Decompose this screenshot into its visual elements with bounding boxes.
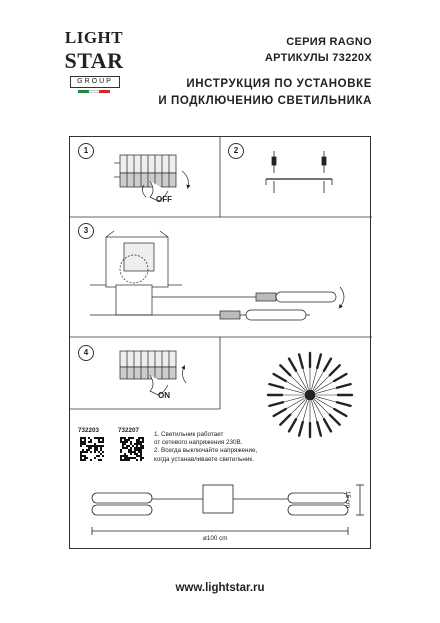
qr-module [94,437,96,439]
qr-module [88,449,90,451]
qr-module [80,445,82,447]
logo-text-group: GROUP [70,76,120,88]
qr-module [90,445,92,447]
qr-module [100,445,102,447]
qr-code-732203 [80,437,104,461]
sputnik-bulb [330,365,340,375]
brand-logo [64,26,124,100]
qr-module [130,443,132,445]
note-1-line1: 1. Светильник работает [154,431,224,438]
qr-module [136,453,138,455]
qr-module [122,459,124,461]
sputnik-arm [290,375,306,391]
qr-module [126,459,128,461]
instruction-drawings [70,137,372,550]
qr-module [102,455,104,457]
qr-module [86,449,88,451]
flag-stripe-green [78,90,89,93]
qr-module [86,445,88,447]
qr-module [122,447,124,449]
qr-module [90,459,92,461]
qr-module [128,449,130,451]
step1-terminal-block [114,155,188,201]
sputnik-arm [283,388,304,394]
sputnik-arm [314,399,330,415]
qr-module [128,459,130,461]
note-2-line1: 2. Всегда выключайте напряжение, [154,447,258,455]
step3-installation [90,231,344,320]
qr-module [120,449,122,451]
sputnik-arm [315,381,334,392]
qr-module [124,443,126,445]
qr-module [130,441,132,443]
qr-module [84,437,86,439]
qr-module [84,443,86,445]
qr-module [80,443,82,445]
article-number: АРТИКУЛЫ 73220X [264,52,372,64]
sputnik-bulb [324,359,331,371]
qr-module [100,437,102,439]
sputnik-bulb [274,374,286,381]
note-1 [154,431,257,464]
qr-module [138,449,140,451]
series-name: СЕРИЯ RAGNO [286,36,372,48]
qr-module [96,455,98,457]
qr-module [120,441,122,443]
qr-module [84,451,86,453]
qr-module [80,453,82,455]
qr-module [140,451,142,453]
article-code-2: 732207 [118,427,140,434]
qr-module [136,443,138,445]
qr-module [82,437,84,439]
qr-module [86,457,88,459]
qr-module [132,437,134,439]
qr-module [122,437,124,439]
sputnik-arm [290,399,306,415]
sputnik-arm [303,401,309,422]
switch-off-label: OFF [156,195,172,204]
instruction-title-line2: И ПОДКЛЮЧЕНИЮ СВЕТИЛЬНИКА [158,95,372,107]
qr-module [94,451,96,453]
step-number-2: 2 [228,143,244,159]
qr-module [84,457,86,459]
qr-module [130,437,132,439]
sputnik-bulb [337,402,351,406]
qr-module [100,449,102,451]
qr-module [140,437,142,439]
width-dimension: ø100 cm [203,535,228,542]
sputnik-bulb [317,422,321,436]
qr-pattern [80,437,104,461]
sputnik-bulb [334,374,346,381]
qr-module [102,437,104,439]
qr-module [100,453,102,455]
qr-module [128,451,130,453]
step2-bracket [266,151,332,193]
sputnik-bulb [289,359,296,371]
sputnik-bulb [330,415,340,425]
qr-module [88,447,90,449]
qr-module [84,439,86,441]
height-dimension: 15 cm [344,491,351,509]
qr-module [128,457,130,459]
qr-module [124,437,126,439]
qr-module [100,441,102,443]
sputnik-arm [286,398,305,409]
qr-module [130,453,132,455]
qr-module [80,439,82,441]
qr-module [140,455,142,457]
qr-module [136,449,138,451]
qr-module [124,447,126,449]
sputnik-arm [283,397,304,403]
sputnik-arm [312,401,318,422]
qr-module [96,445,98,447]
qr-module [80,459,82,461]
qr-module [122,443,124,445]
qr-module [136,447,138,449]
qr-module [90,447,92,449]
sputnik-bulb [324,419,331,431]
sputnik-arm [296,371,307,390]
qr-module [102,445,104,447]
instruction-panel [69,136,371,549]
logo-text-star: STAR [64,48,124,73]
qr-module [94,449,96,451]
qr-module [84,459,86,461]
qr-module [138,443,140,445]
qr-module [88,445,90,447]
qr-module [142,457,144,459]
sputnik-arm [312,368,318,389]
qr-module [136,439,138,441]
sputnik-bulb [334,409,346,416]
qr-module [80,451,82,453]
qr-module [134,453,136,455]
instruction-title-line1: ИНСТРУКЦИЯ ПО УСТАНОВКЕ [186,78,372,90]
qr-module [98,437,100,439]
note-2-line2: когда устанавливаете светильник. [154,455,254,463]
qr-module [142,447,144,449]
qr-module [82,449,84,451]
sputnik-arm [313,400,324,419]
flag-stripe-white [89,90,100,93]
qr-module [122,445,124,447]
qr-module [100,447,102,449]
sputnik-arm [303,368,309,389]
qr-module [80,455,82,457]
qr-module [136,455,138,457]
qr-module [140,447,142,449]
qr-module [120,455,122,457]
qr-module [128,437,130,439]
note-1-line2: от сетевого напряжения 230В. [154,439,243,447]
qr-module [130,447,132,449]
qr-module [88,441,90,443]
qr-module [142,441,144,443]
sputnik-arm [296,400,307,419]
sputnik-arm [286,381,305,392]
qr-module [90,439,92,441]
qr-module [138,437,140,439]
step4-terminal-block [120,351,186,395]
qr-module [90,451,92,453]
qr-module [120,457,122,459]
qr-module [138,451,140,453]
qr-module [134,457,136,459]
qr-code-732207 [120,437,144,461]
qr-module [128,439,130,441]
qr-module [142,437,144,439]
article-code-1: 732203 [78,427,100,434]
step-number-4: 4 [78,345,94,361]
sputnik-hub [305,390,315,400]
flag-stripe-red [99,90,110,93]
qr-module [84,455,86,457]
qr-module [134,451,136,453]
sputnik-bulb [337,384,351,388]
qr-module [130,451,132,453]
qr-module [124,459,126,461]
qr-module [140,453,142,455]
qr-module [124,441,126,443]
qr-module [82,459,84,461]
qr-module [102,441,104,443]
qr-module [126,439,128,441]
qr-module [126,441,128,443]
qr-module [126,457,128,459]
qr-module [134,447,136,449]
qr-module [140,445,142,447]
qr-module [132,445,134,447]
logo-flag [78,90,110,93]
qr-module [140,441,142,443]
qr-module [142,439,144,441]
qr-module [140,457,142,459]
qr-module [126,455,128,457]
sputnik-arm [313,371,324,390]
sputnik-bulb [299,422,303,436]
qr-module [80,437,82,439]
qr-module [120,437,122,439]
qr-module [120,459,122,461]
qr-module [98,459,100,461]
qr-module [96,437,98,439]
qr-module [98,455,100,457]
sputnik-arm [316,388,337,394]
qr-module [82,455,84,457]
qr-module [140,449,142,451]
qr-module [120,451,122,453]
qr-module [96,447,98,449]
qr-module [132,451,134,453]
qr-module [134,449,136,451]
qr-module [136,445,138,447]
qr-pattern [120,437,144,461]
qr-module [94,447,96,449]
qr-module [96,449,98,451]
sputnik-arm [314,375,330,391]
qr-module [98,441,100,443]
qr-module [80,457,82,459]
qr-module [98,439,100,441]
qr-module [100,459,102,461]
qr-module [132,457,134,459]
qr-module [138,441,140,443]
switch-on-label: ON [158,391,170,400]
sputnik-bulb [299,354,303,368]
qr-module [84,441,86,443]
step-number-1: 1 [78,143,94,159]
qr-module [86,451,88,453]
qr-module [130,457,132,459]
logo-text-light: LIGHT [64,28,124,47]
qr-module [124,439,126,441]
qr-module [142,445,144,447]
sputnik-bulb [280,415,290,425]
qr-module [124,457,126,459]
qr-module [88,437,90,439]
sputnik-bulb [274,409,286,416]
qr-module [140,443,142,445]
sputnik-bulb [280,365,290,375]
qr-module [136,459,138,461]
qr-module [138,455,140,457]
sputnik-bulb [317,354,321,368]
qr-module [90,441,92,443]
qr-module [92,445,94,447]
qr-module [136,441,138,443]
step-number-3: 3 [78,223,94,239]
qr-module [82,441,84,443]
sputnik-light-top-view [268,353,352,437]
qr-module [140,459,142,461]
qr-module [122,455,124,457]
qr-module [94,443,96,445]
qr-module [134,443,136,445]
qr-module [82,443,84,445]
qr-module [138,439,140,441]
sputnik-arm [316,397,337,403]
qr-module [82,451,84,453]
sputnik-bulb [269,402,283,406]
qr-module [98,445,100,447]
qr-module [130,449,132,451]
qr-module [98,451,100,453]
qr-module [124,455,126,457]
qr-module [94,445,96,447]
side-view-drawing [92,485,364,535]
qr-module [122,441,124,443]
qr-module [102,439,104,441]
sputnik-bulb [289,419,296,431]
qr-module [138,447,140,449]
sputnik-arm [315,398,334,409]
qr-module [126,447,128,449]
qr-module [126,445,128,447]
qr-module [128,445,130,447]
qr-module [80,441,82,443]
qr-module [120,439,122,441]
qr-module [124,453,126,455]
qr-module [102,451,104,453]
qr-module [94,457,96,459]
sputnik-bulb [269,384,283,388]
website-url[interactable]: www.lightstar.ru [175,582,265,594]
